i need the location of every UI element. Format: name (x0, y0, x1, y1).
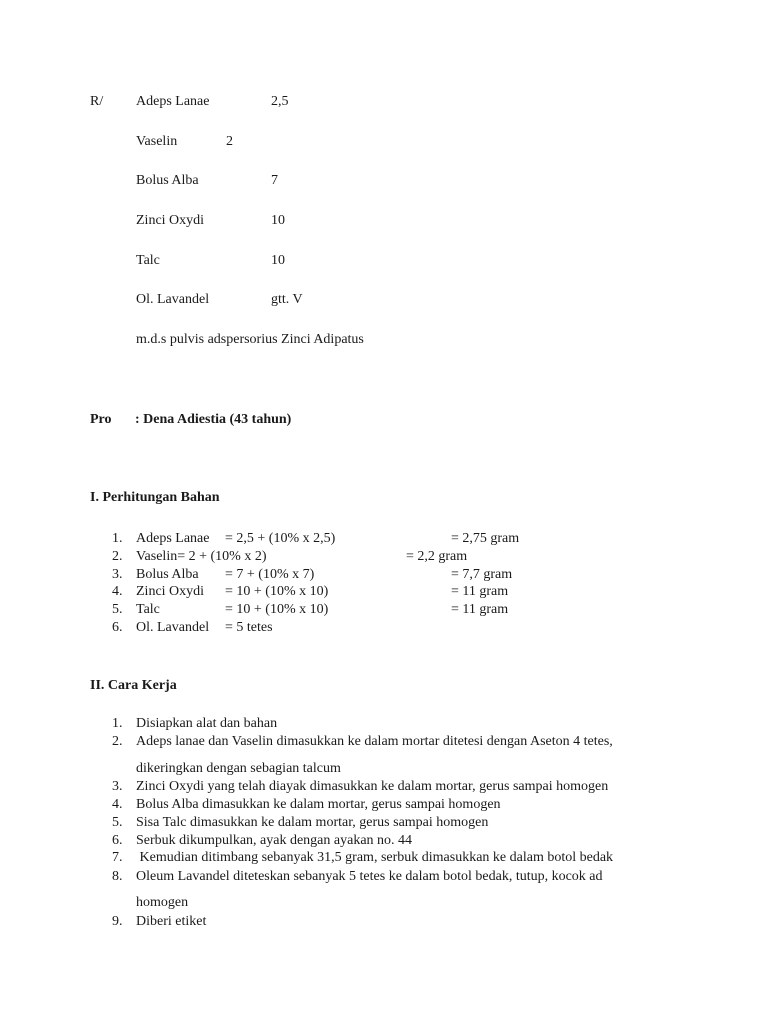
calc-name: Adeps Lanae (136, 531, 210, 546)
step-text: Zinci Oxydi yang telah diayak dimasukkan ke dalam mortar, gerus sampai homogen (136, 779, 609, 794)
calc-formula: = 2,5 + (10% x 2,5) (225, 531, 336, 546)
step-number: 9. (112, 914, 123, 929)
recipe-item-amount: 7 (271, 173, 278, 188)
calc-formula: = 7 + (10% x 7) (225, 567, 315, 582)
recipe-item-amount: 10 (271, 253, 285, 268)
recipe-item-amount: gtt. V (271, 292, 303, 307)
recipe-item-name: Ol. Lavandel (136, 292, 210, 307)
recipe-signature: m.d.s pulvis adspersorius Zinci Adipatus (136, 332, 364, 347)
step-number: 5. (112, 815, 123, 830)
step-text: Sisa Talc dimasukkan ke dalam mortar, gerus sampai homogen (136, 815, 489, 830)
calc-number: 6. (112, 620, 123, 635)
step-text: dikeringkan dengan sebagian talcum (136, 761, 341, 776)
patient-label: Pro (90, 412, 112, 427)
step-number: 1. (112, 716, 123, 731)
calc-result: = 2,75 gram (451, 531, 520, 546)
recipe-item-amount: 10 (271, 213, 285, 228)
step-number: 7. (112, 850, 123, 865)
calc-result: = 2,2 gram (406, 549, 468, 564)
recipe-item-name: Zinci Oxydi (136, 213, 205, 228)
recipe-item-amount: 2 (226, 134, 233, 149)
step-text: Disiapkan alat dan bahan (136, 716, 278, 731)
step-number: 3. (112, 779, 123, 794)
calc-name: Bolus Alba (136, 567, 199, 582)
step-text: homogen (136, 895, 189, 910)
step-text: Diberi etiket (136, 914, 207, 929)
patient-value: : Dena Adiestia (43 tahun) (135, 412, 292, 427)
step-text: Kemudian ditimbang sebanyak 31,5 gram, serbuk dimasukkan ke dalam botol bedak (136, 850, 614, 865)
recipe-item-name: Adeps Lanae (136, 94, 210, 109)
calc-name: Vaselin= 2 + (10% x 2) (136, 549, 267, 564)
calc-result: = 11 gram (451, 602, 509, 617)
step-number: 8. (112, 869, 123, 884)
calc-name: Talc (136, 602, 160, 617)
recipe-item-name: Vaselin (136, 134, 178, 149)
calc-name: Ol. Lavandel (136, 620, 210, 635)
calc-number: 5. (112, 602, 123, 617)
calc-formula: = 10 + (10% x 10) (225, 602, 329, 617)
calc-formula: = 5 tetes (225, 620, 273, 635)
step-text: Adeps lanae dan Vaselin dimasukkan ke dalam mortar ditetesi dengan Aseton 4 tetes, (136, 734, 613, 749)
recipe-item-amount: 2,5 (271, 94, 289, 109)
recipe-item-name: Bolus Alba (136, 173, 199, 188)
recipe-prefix: R/ (90, 94, 104, 109)
step-number: 6. (112, 833, 123, 848)
calc-name: Zinci Oxydi (136, 584, 205, 599)
calc-result: = 11 gram (451, 584, 509, 599)
step-number: 2. (112, 734, 123, 749)
calc-number: 3. (112, 567, 123, 582)
calc-number: 1. (112, 531, 123, 546)
section-title: I. Perhitungan Bahan (90, 490, 220, 505)
section-title: II. Cara Kerja (90, 678, 177, 693)
step-text: Oleum Lavandel diteteskan sebanyak 5 tetes ke dalam botol bedak, tutup, kocok ad (136, 869, 603, 884)
calc-formula: = 10 + (10% x 10) (225, 584, 329, 599)
calc-number: 2. (112, 549, 123, 564)
calc-number: 4. (112, 584, 123, 599)
recipe-item-name: Talc (136, 253, 160, 268)
calc-result: = 7,7 gram (451, 567, 513, 582)
step-text: Bolus Alba dimasukkan ke dalam mortar, gerus sampai homogen (136, 797, 501, 812)
step-number: 4. (112, 797, 123, 812)
step-text: Serbuk dikumpulkan, ayak dengan ayakan no. 44 (136, 833, 413, 848)
